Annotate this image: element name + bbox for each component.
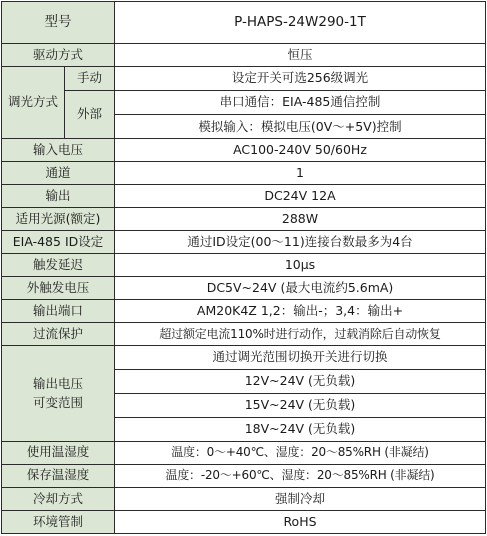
output-range-label (2, 346, 115, 441)
operating-env-value: 温度：0～+40℃、湿度：20～85%RH (非凝结) (115, 441, 486, 464)
dimming-serial-value: 串口通信：EIA-485通信控制 (115, 91, 486, 115)
channels-value: 1 (115, 162, 486, 185)
ext-trigger-label: 外触发电压 (2, 277, 115, 300)
row-eia485 (2, 231, 486, 254)
applicable-source-label: 适用光源(额定) (2, 208, 115, 231)
storage-env-value: 温度：-20～+60℃、湿度：20～85%RH (非凝结) (115, 464, 486, 487)
row-trigger-delay (2, 254, 486, 277)
trigger-delay-label: 触发延迟 (2, 254, 115, 277)
row-applicable-source (2, 208, 486, 231)
model-label: 型号 (2, 2, 115, 44)
output-range-label-line2: 可变范围 (32, 394, 83, 410)
input-voltage-label: 输入电压 (2, 139, 115, 162)
output-range-label-line1: 输出电压 (32, 375, 83, 391)
drive-mode-label: 驱动方式 (2, 44, 115, 67)
row-operating-env (2, 441, 486, 464)
output-port-label: 输出端口 (2, 300, 115, 323)
row-dimming-serial (2, 91, 486, 115)
overcurrent-value: 超过额定电流110%时进行动作，过载消除后自动恢复 (115, 323, 486, 346)
row-dimming-manual (2, 67, 486, 91)
spec-table (1, 1, 486, 534)
input-voltage-value: AC100-240V 50/60Hz (115, 139, 486, 162)
range-12v-value: 12V~24V (无负载) (115, 369, 486, 393)
row-ext-trigger (2, 277, 486, 300)
row-output-port (2, 300, 486, 323)
environmental-label: 环境管制 (2, 510, 115, 533)
eia485-value: 通过ID设定(00～11)连接台数最多为4台 (115, 231, 486, 254)
row-cooling (2, 487, 486, 510)
dimming-manual-value: 设定开关可选256级调光 (115, 67, 486, 91)
model-value: P-HAPS-24W290-1T (115, 2, 486, 44)
output-value: DC24V 12A (115, 185, 486, 208)
channels-label: 通道 (2, 162, 115, 185)
range-15v-value: 15V~24V (无负载) (115, 393, 486, 417)
dimming-external-label: 外部 (65, 91, 115, 139)
operating-env-label: 使用温湿度 (2, 441, 115, 464)
row-model (2, 2, 486, 44)
overcurrent-label: 过流保护 (2, 323, 115, 346)
range-switch-value: 通过调光范围切换开关进行切换 (115, 346, 486, 369)
row-channels (2, 162, 486, 185)
cooling-label: 冷却方式 (2, 487, 115, 510)
row-drive-mode (2, 44, 486, 67)
eia485-label: EIA-485 ID设定 (2, 231, 115, 254)
cooling-value: 强制冷却 (115, 487, 486, 510)
drive-mode-value: 恒压 (115, 44, 486, 67)
environmental-value: RoHS (115, 510, 486, 533)
dimming-label: 调光方式 (2, 67, 65, 139)
storage-env-label: 保存温湿度 (2, 464, 115, 487)
row-output (2, 185, 486, 208)
row-environmental (2, 510, 486, 533)
trigger-delay-value: 10μs (115, 254, 486, 277)
row-overcurrent (2, 323, 486, 346)
row-storage-env (2, 464, 486, 487)
row-input-voltage (2, 139, 486, 162)
ext-trigger-value: DC5V~24V (最大电流约5.6mA) (115, 277, 486, 300)
output-port-value: AM20K4Z 1,2：输出-；3,4：输出+ (115, 300, 486, 323)
range-18v-value: 18V~24V (无负载) (115, 417, 486, 441)
dimming-analog-value: 模拟输入：模拟电压(0V～+5V)控制 (115, 115, 486, 139)
row-range-switch (2, 346, 486, 369)
output-label: 输出 (2, 185, 115, 208)
applicable-source-value: 288W (115, 208, 486, 231)
dimming-manual-label: 手动 (65, 67, 115, 91)
